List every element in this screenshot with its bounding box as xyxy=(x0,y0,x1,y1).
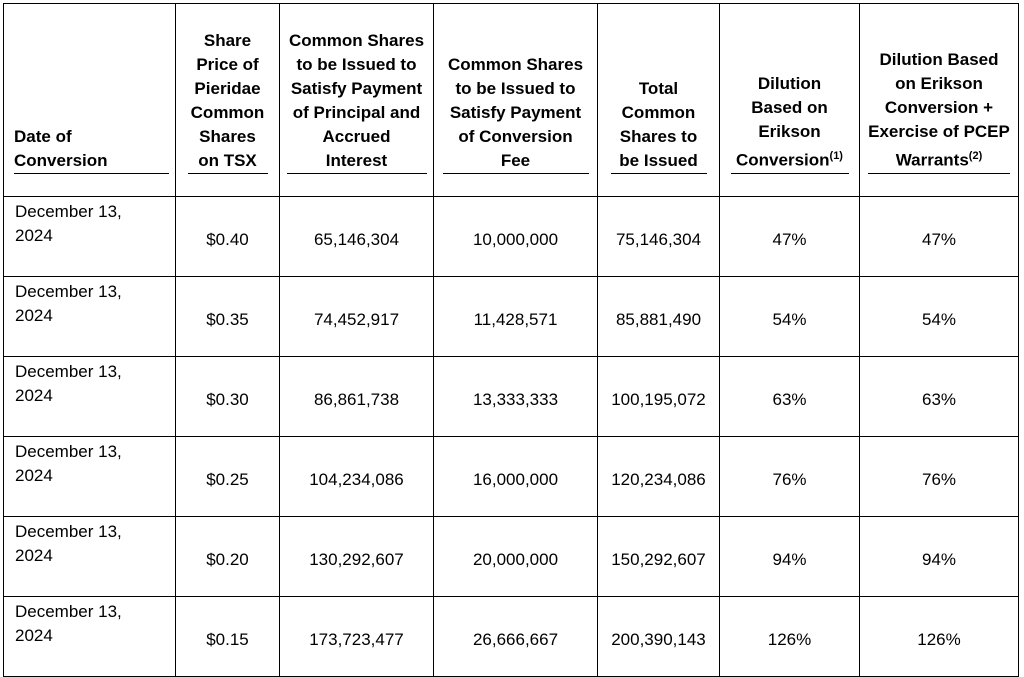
cell-dilution-pcep: 126% xyxy=(860,597,1019,677)
cell-price: $0.25 xyxy=(176,437,280,517)
cell-dilution-pcep: 76% xyxy=(860,437,1019,517)
cell-price: $0.15 xyxy=(176,597,280,677)
cell-dilution-pcep: 47% xyxy=(860,197,1019,277)
cell-conversion-fee: 10,000,000 xyxy=(434,197,598,277)
cell-date: December 13, 2024 xyxy=(4,277,176,357)
cell-principal-interest: 74,452,917 xyxy=(280,277,434,357)
header-dilution-pcep: Dilution Based on Erikson Conversion + Exercise of PCEP Warrants$^{(2)}$ xyxy=(860,4,1019,197)
header-conversion-fee-shares: Common Shares to be Issued to Satisfy Payment of Conversion Fee xyxy=(434,4,598,197)
cell-conversion-fee: 11,428,571 xyxy=(434,277,598,357)
cell-price: $0.30 xyxy=(176,357,280,437)
table-row xyxy=(4,357,1019,437)
cell-dilution-erikson: 47% xyxy=(720,197,860,277)
cell-price: $0.20 xyxy=(176,517,280,597)
header-date-of-conversion: Date of Conversion xyxy=(4,4,176,197)
footnote-marker-1: (1) xyxy=(829,150,843,163)
cell-date: December 13, 2024 xyxy=(4,357,176,437)
cell-price: $0.35 xyxy=(176,277,280,357)
table-row xyxy=(4,597,1019,677)
cell-principal-interest: 130,292,607 xyxy=(280,517,434,597)
footnote-marker-2: (2) xyxy=(968,150,983,163)
table-row xyxy=(4,517,1019,597)
cell-conversion-fee: 16,000,000 xyxy=(434,437,598,517)
cell-principal-interest: 86,861,738 xyxy=(280,357,434,437)
cell-total: 200,390,143 xyxy=(598,597,720,677)
cell-dilution-pcep: 54% xyxy=(860,277,1019,357)
header-principal-interest-shares: Common Shares to be Issued to Satisfy Payment of Principal and Accrued Interest xyxy=(280,4,434,197)
cell-dilution-erikson: 126% xyxy=(720,597,860,677)
cell-total: 120,234,086 xyxy=(598,437,720,517)
cell-principal-interest: 104,234,086 xyxy=(280,437,434,517)
cell-conversion-fee: 26,666,667 xyxy=(434,597,598,677)
cell-dilution-erikson: 76% xyxy=(720,437,860,517)
dilution-table xyxy=(3,3,1019,677)
cell-principal-interest: 65,146,304 xyxy=(280,197,434,277)
cell-price: $0.40 xyxy=(176,197,280,277)
cell-date: December 13, 2024 xyxy=(4,597,176,677)
table-row xyxy=(4,197,1019,277)
cell-conversion-fee: 13,333,333 xyxy=(434,357,598,437)
cell-total: 85,881,490 xyxy=(598,277,720,357)
header-row xyxy=(4,4,1019,197)
cell-conversion-fee: 20,000,000 xyxy=(434,517,598,597)
cell-dilution-erikson: 54% xyxy=(720,277,860,357)
cell-date: December 13, 2024 xyxy=(4,197,176,277)
header-total-shares: Total Common Shares to be Issued xyxy=(598,4,720,197)
cell-dilution-pcep: 63% xyxy=(860,357,1019,437)
cell-date: December 13, 2024 xyxy=(4,437,176,517)
cell-total: 100,195,072 xyxy=(598,357,720,437)
cell-date: December 13, 2024 xyxy=(4,517,176,597)
cell-total: 75,146,304 xyxy=(598,197,720,277)
cell-total: 150,292,607 xyxy=(598,517,720,597)
cell-dilution-pcep: 94% xyxy=(860,517,1019,597)
header-share-price: Share Price of Pieridae Common Shares on TSX xyxy=(176,4,280,197)
table-row xyxy=(4,437,1019,517)
header-dilution-erikson: Dilution Based on Erikson Conversion$^{(1)}$ xyxy=(720,4,860,197)
table-row xyxy=(4,277,1019,357)
cell-dilution-erikson: 94% xyxy=(720,517,860,597)
cell-dilution-erikson: 63% xyxy=(720,357,860,437)
cell-principal-interest: 173,723,477 xyxy=(280,597,434,677)
